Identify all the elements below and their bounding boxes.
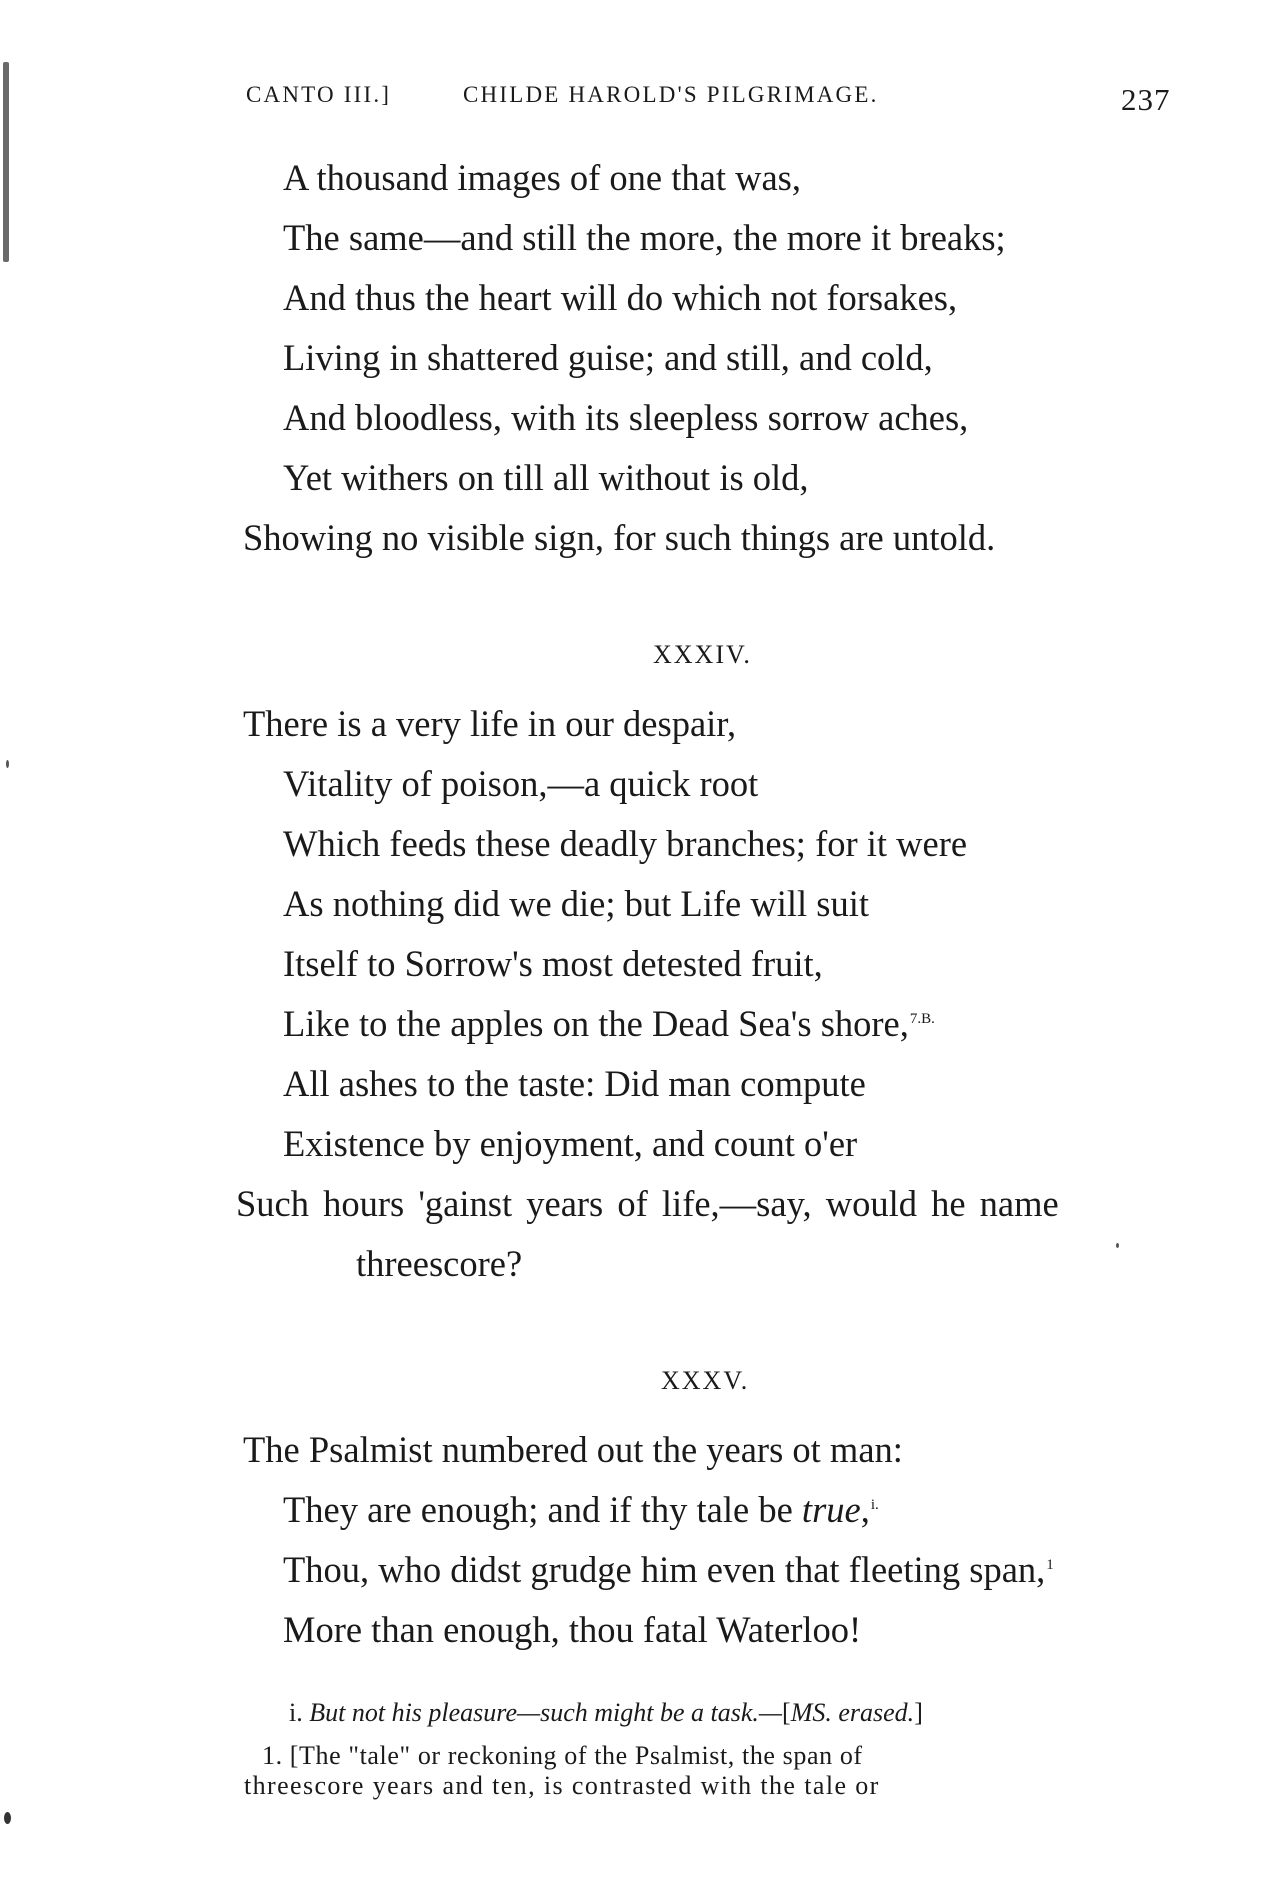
verse-line — [283, 1490, 879, 1530]
stanza-number: XXXIV. — [653, 640, 752, 669]
verse-text: , — [860, 1489, 870, 1530]
running-header-title: CHILDE HAROLD'S PILGRIMAGE. — [463, 82, 879, 107]
verse-line: Yet withers on till all without is old, — [283, 457, 809, 498]
stanza-number: XXXV. — [661, 1366, 750, 1395]
verse-line: Living in shattered guise; and still, and cold, — [283, 337, 933, 378]
footnote-source: MS. erased. — [790, 1698, 915, 1727]
verse-line: And bloodless, with its sleepless sorrow aches, — [283, 397, 969, 438]
footnote-line: threescore years and ten, is contrasted with the tale or — [244, 1771, 880, 1800]
verse-line: Such hours 'gainst years of life,—say, would he name — [236, 1183, 1059, 1224]
footnote-bracket: ] — [914, 1698, 923, 1727]
verse-line: Which feeds these deadly branches; for it were — [283, 823, 968, 864]
verse-line — [283, 1004, 935, 1044]
verse-text: Thou, who didst grudge him even that fleeting span, — [283, 1549, 1046, 1590]
verse-line: And thus the heart will do which not forsakes, — [283, 277, 958, 318]
footnote-text: But not his pleasure—such might be a task.— — [309, 1698, 783, 1727]
verse-italic: true — [801, 1489, 861, 1530]
footnote-line: 1. [The "tale" or reckoning of the Psalmist, the span of — [262, 1741, 863, 1770]
scan-speck — [1116, 1243, 1119, 1248]
scan-speck — [6, 760, 9, 768]
verse-text: They are enough; and if thy tale be — [283, 1489, 802, 1530]
verse-line: Existence by enjoyment, and count o'er — [283, 1123, 858, 1164]
verse-line: All ashes to the taste: Did man compute — [283, 1063, 866, 1104]
verse-line: A thousand images of one that was, — [283, 157, 802, 198]
binding-mark — [3, 62, 9, 262]
verse-text: Like to the apples on the Dead Sea's shore, — [283, 1003, 909, 1044]
note-reference: 1 — [1046, 1556, 1054, 1573]
footnote-variant — [289, 1698, 923, 1728]
verse-line: Vitality of poison,—a quick root — [283, 763, 759, 804]
verse-line: Showing no visible sign, for such things are untold. — [243, 517, 996, 558]
running-header-canto: CANTO III.] — [246, 82, 392, 107]
scan-speck — [4, 1812, 11, 1824]
footnote-label: i. — [289, 1698, 303, 1727]
footnote-bracket: [ — [782, 1698, 791, 1727]
verse-line: More than enough, thou fatal Waterloo! — [283, 1609, 862, 1650]
verse-line — [283, 1550, 1054, 1590]
verse-turnover: threescore? — [356, 1243, 523, 1284]
page-number: 237 — [1121, 82, 1171, 117]
verse-line: There is a very life in our despair, — [243, 703, 737, 744]
verse-line: The Psalmist numbered out the years ot man: — [243, 1429, 903, 1470]
note-reference: i. — [870, 1496, 879, 1513]
verse-line: The same—and still the more, the more it breaks; — [283, 217, 1006, 258]
verse-line: As nothing did we die; but Life will suit — [283, 883, 869, 924]
verse-line: Itself to Sorrow's most detested fruit, — [283, 943, 823, 984]
note-reference: 7.B. — [909, 1010, 935, 1027]
